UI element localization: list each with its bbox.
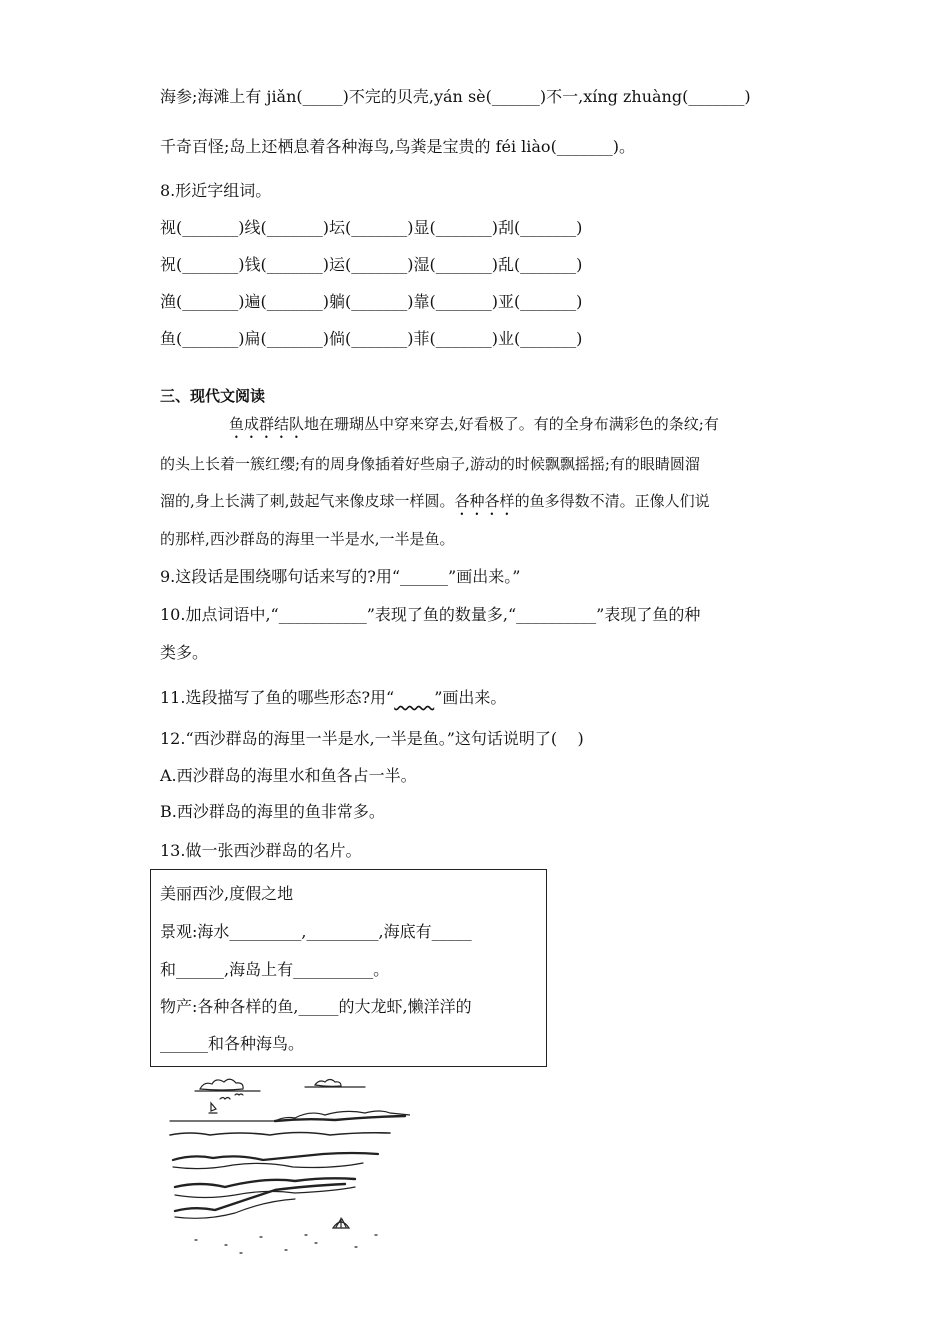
dotted-phrase-2: 各种各样 xyxy=(454,492,515,510)
card-scenery-line-2: 和______,海岛上有__________。 xyxy=(160,960,390,979)
q7-line-2: 千奇百怪;岛上还栖息着各种海鸟,鸟粪是宝贵的 féi liào(_______)。 xyxy=(160,137,636,156)
section-3-heading: 三、现代文阅读 xyxy=(160,387,266,405)
q10-line-1: 10.加点词语中,“___________”表现了鱼的数量多,“__________”表现了鱼的种 xyxy=(160,605,701,624)
q8-row-3: 渔(_______)遍(_______)躺(_______)靠(_______)亚(_______) xyxy=(160,292,583,311)
passage-line-3-a: 溜的,身上长满了刺,鼓起气来像皮球一样圆。 xyxy=(160,492,455,510)
passage-line-3 xyxy=(160,490,710,519)
q9: 9.这段话是围绕哪句话来写的?用“______”画出来。” xyxy=(160,567,521,586)
cloud-left xyxy=(200,1079,243,1090)
q12-option-b: B.西沙群岛的海里的鱼非常多。 xyxy=(160,802,385,821)
passage-line-3-b: 的鱼多得数不清。正像人们说 xyxy=(514,492,710,510)
q13: 13.做一张西沙群岛的名片。 xyxy=(160,841,362,860)
q11 xyxy=(160,687,506,709)
q8-row-1: 视(_______)线(_______)坛(_______)显(_______)刮(_______) xyxy=(160,218,583,237)
q10-line-2: 类多。 xyxy=(160,643,209,662)
card-products-line-1: 物产:各种各样的鱼,_____的大龙虾,懒洋洋的 xyxy=(160,997,472,1016)
beach-sketch-illustration xyxy=(165,1075,410,1260)
cloud-right xyxy=(315,1080,341,1087)
q11-text-a: 11.选段描写了鱼的哪些形态?用“ xyxy=(160,688,395,707)
q12: 12.“西沙群岛的海里一半是水,一半是鱼。”这句话说明了( ) xyxy=(160,729,584,748)
passage-line-2: 的头上长着一簇红缨;有的周身像插着好些扇子,游动的时候飘飘摇摇;有的眼睛圆溜 xyxy=(160,455,700,473)
dotted-phrase-1: 鱼成群结队 xyxy=(229,415,305,433)
xisha-name-card xyxy=(150,869,547,1067)
q12-option-a: A.西沙群岛的海里水和鱼各占一半。 xyxy=(160,766,417,785)
card-scenery-line-1: 景观:海水_________,_________,海底有_____ xyxy=(160,922,472,941)
passage-line-4: 的那样,西沙群岛的海里一半是水,一半是鱼。 xyxy=(160,530,455,548)
card-products-line-2: ______和各种海鸟。 xyxy=(160,1034,305,1053)
q11-text-b: ”画出来。 xyxy=(434,688,507,707)
q8-title: 8.形近字组词。 xyxy=(160,181,272,200)
q7-line-1: 海参;海滩上有 jiǎn(_____)不完的贝壳,yán sè(______)不一,xíng zhuàng(_______) xyxy=(160,87,751,106)
q8-row-2: 祝(_______)钱(_______)运(_______)湿(_______)乱(_______) xyxy=(160,255,583,274)
card-title: 美丽西沙,度假之地 xyxy=(160,884,294,903)
passage-line-1 xyxy=(229,413,719,442)
q8-row-4: 鱼(_______)扁(_______)倘(_______)菲(_______)业(_______) xyxy=(160,329,583,348)
wavy-line-mark xyxy=(394,688,434,707)
passage-line-1-rest: 地在珊瑚丛中穿来穿去,好看极了。有的全身布满彩色的条纹;有 xyxy=(304,415,719,433)
